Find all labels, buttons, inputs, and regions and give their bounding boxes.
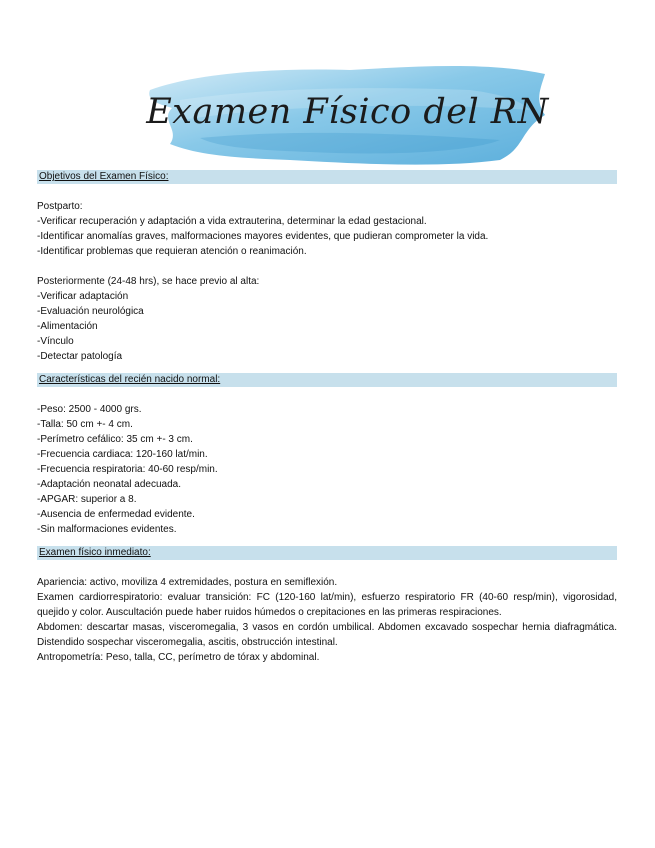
list-item: -Alimentación	[37, 321, 98, 332]
paragraph: Examen cardiorrespiratorio: evaluar transición: FC (120-160 lat/min), esfuerzo respiratorio FR (40-60 resp/min), vigorosidad, quejido y color. Auscultación puede haber ruidos húmedos o crepitaciones en las primeras respiraciones.	[37, 592, 617, 618]
section-header-inmediato	[37, 546, 617, 560]
list-item: -Identificar anomalías graves, malformaciones mayores evidentes, que pudieran comprometer la vida.	[37, 231, 489, 242]
list-item: -Evaluación neurológica	[37, 306, 144, 317]
paragraph: Apariencia: activo, moviliza 4 extremidades, postura en semiflexión.	[37, 577, 338, 588]
section-header-caracteristicas	[37, 373, 617, 387]
list-item: -Verificar adaptación	[37, 291, 129, 302]
paragraph: Abdomen: descartar masas, visceromegalia, 3 vasos en cordón umbilical. Abdomen excavado sospechar hernia diafragmática. Distendido sospechar visceromegalia, ascitis, obstrucción intestinal.	[37, 622, 617, 648]
section-header-label: Características del recién nacido normal:	[39, 374, 221, 385]
document-content	[37, 170, 617, 665]
list-item: -Frecuencia respiratoria: 40-60 resp/min.	[37, 464, 218, 475]
section-header-objetivos	[37, 170, 617, 184]
paragraph: Antropometría: Peso, talla, CC, perímetro de tórax y abdominal.	[37, 652, 320, 663]
list-item: -Talla: 50 cm +- 4 cm.	[37, 419, 133, 430]
list-item: -Perímetro cefálico: 35 cm +- 3 cm.	[37, 434, 193, 445]
section-header-label: Objetivos del Examen Físico:	[39, 171, 169, 182]
list-item: -Verificar recuperación y adaptación a vida extrauterina, determinar la edad gestacional.	[37, 216, 427, 227]
postparto-label: Postparto:	[37, 201, 83, 212]
list-item: -Identificar problemas que requieran atención o reanimación.	[37, 246, 307, 257]
list-item: -APGAR: superior a 8.	[37, 494, 137, 505]
list-item: -Peso: 2500 - 4000 grs.	[37, 404, 142, 415]
posterior-label: Posteriormente (24-48 hrs), se hace previo al alta:	[37, 276, 260, 287]
page-title: Examen Físico del RN	[146, 92, 549, 132]
list-item: -Vínculo	[37, 336, 74, 347]
section-header-label: Examen físico inmediato:	[39, 547, 151, 558]
list-item: -Ausencia de enfermedad evidente.	[37, 509, 195, 520]
list-item: -Adaptación neonatal adecuada.	[37, 479, 182, 490]
list-item: -Frecuencia cardiaca: 120-160 lat/min.	[37, 449, 208, 460]
list-item: -Sin malformaciones evidentes.	[37, 524, 177, 535]
list-item: -Detectar patología	[37, 351, 123, 362]
